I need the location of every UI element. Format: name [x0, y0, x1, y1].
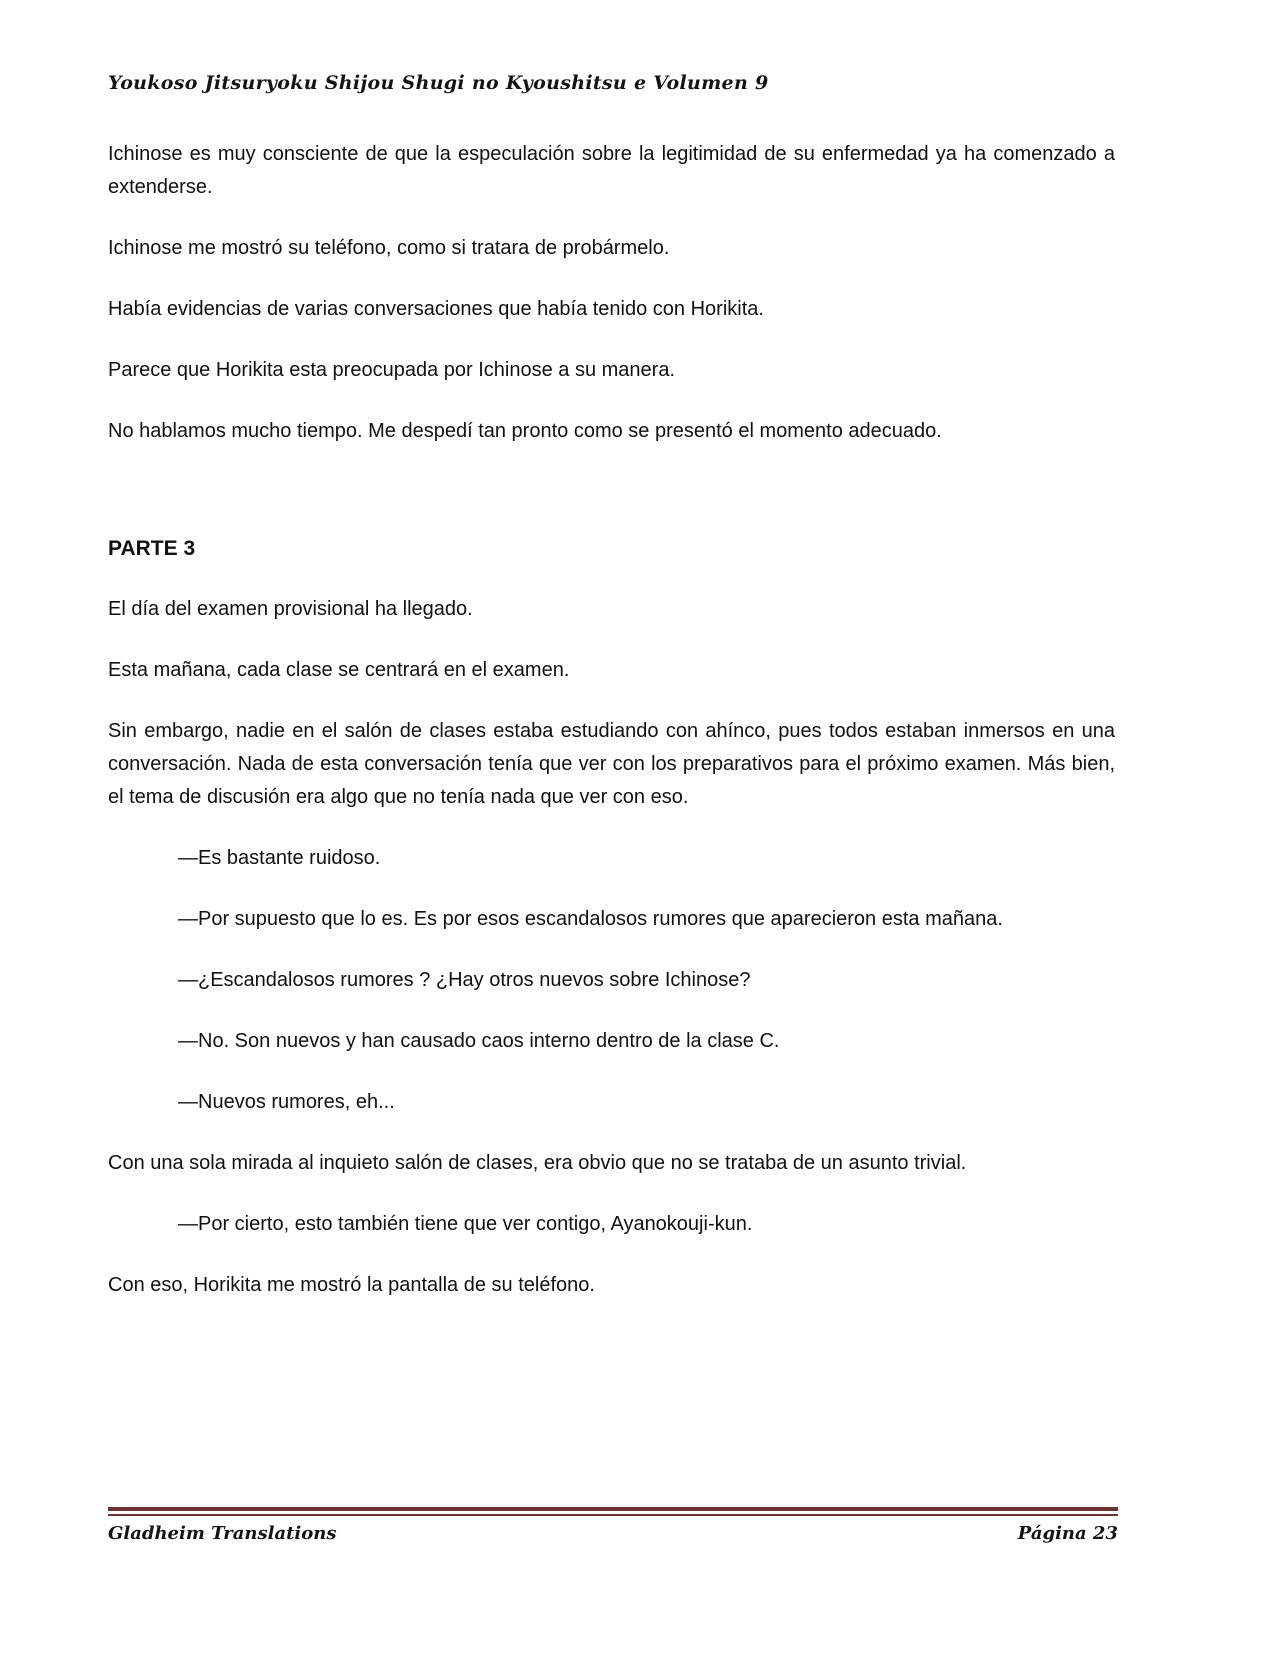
dialogue-paragraph: —No. Son nuevos y han causado caos interno dentro de la clase C. [178, 1030, 780, 1052]
paragraph: Con eso, Horikita me mostró la pantalla de su teléfono. [108, 1274, 595, 1296]
paragraph: Ichinose me mostró su teléfono, como si tratara de probármelo. [108, 237, 670, 259]
paragraph: Parece que Horikita esta preocupada por Ichinose a su manera. [108, 359, 676, 381]
dialogue-paragraph: —¿Escandalosos rumores ? ¿Hay otros nuevos sobre Ichinose? [178, 969, 751, 991]
paragraph: Con una sola mirada al inquieto salón de clases, era obvio que no se trataba de un asunto trivial. [108, 1152, 967, 1174]
paragraph: El día del examen provisional ha llegado. [108, 598, 473, 620]
document-body [108, 138, 1115, 1302]
section-heading: PARTE 3 [108, 537, 196, 560]
dialogue-paragraph: —Por cierto, esto también tiene que ver contigo, Ayanokouji-kun. [178, 1213, 753, 1235]
paragraph: No hablamos mucho tiempo. Me despedí tan pronto como se presentó el momento adecuado. [108, 420, 942, 442]
paragraph: Esta mañana, cada clase se centrará en el examen. [108, 659, 570, 681]
dialogue-paragraph: —Es bastante ruidoso. [178, 847, 381, 869]
page-header [108, 72, 1115, 94]
page-footer [108, 1507, 1118, 1544]
dialogue-paragraph: —Por supuesto que lo es. Es por esos escandalosos rumores que aparecieron esta mañana. [178, 908, 1003, 930]
paragraph: Sin embargo, nadie en el salón de clases estaba estudiando con ahínco, pues todos estaban inmersos en una conversación. Nada de esta conversación tenía que ver con los preparativos para el próximo examen. Más bien, el tema de discusión era algo que no tenía nada que ver con eso. [108, 720, 1115, 808]
footer-translator-credit: Gladheim Translations [108, 1523, 337, 1544]
footer-rule [108, 1507, 1118, 1516]
footer-page-number: Página 23 [1017, 1523, 1118, 1544]
dialogue-paragraph: —Nuevos rumores, eh... [178, 1091, 395, 1113]
paragraph: Ichinose es muy consciente de que la especulación sobre la legitimidad de su enfermedad ya ha comenzado a extenderse. [108, 143, 1115, 198]
footer-text-row [108, 1523, 1118, 1544]
paragraph: Había evidencias de varias conversaciones que había tenido con Horikita. [108, 298, 764, 320]
header-title: Youkoso Jitsuryoku Shijou Shugi no Kyoushitsu e Volumen 9 [108, 72, 769, 94]
